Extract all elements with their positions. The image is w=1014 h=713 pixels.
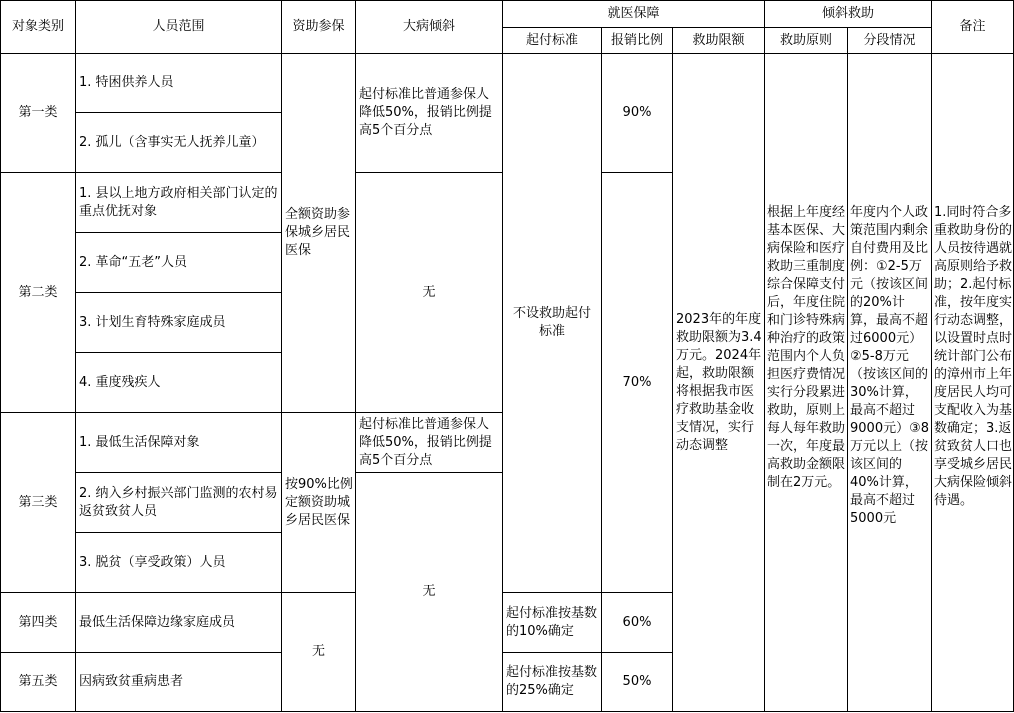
subsidy-full: 全额资助参保城乡居民医保 xyxy=(285,207,351,258)
header-segments: 分段情况 xyxy=(863,32,916,48)
remarks: 1.同时符合多重救助身份的人员按待遇就高原则给予救助；2.起付标准，按年度实行动态调整，以设置时点时统计部门公布的漳州市上年度居民人均可支配收入为基数确定；3.返贫致贫人口也享受城乡居民大病保险倾斜待遇。 xyxy=(934,205,1013,508)
category-2: 第二类 xyxy=(18,284,58,300)
header-deductible: 起付标准 xyxy=(525,32,578,48)
ratio-60: 60% xyxy=(622,614,652,630)
category-3: 第三类 xyxy=(18,494,58,510)
person-row: 最低生活保障边缘家庭成员 xyxy=(79,614,236,630)
person-row: 2. 孤儿（含事实无人抚养儿童） xyxy=(79,134,265,150)
aid-segments: 年度内个人政策范围内剩余自付费用及比例：①2-5万元（按该区间的20%计算，最高不超过6000元）②5-8万元（按该区间的30%计算，最高不超过9000元）③8万元以上（按该区间的40%计算，最高不超过5000元 xyxy=(850,205,930,526)
header-principle: 救助原则 xyxy=(779,32,832,48)
header-limit: 救助限额 xyxy=(692,32,745,48)
person-row: 3. 脱贫（享受政策）人员 xyxy=(79,554,226,570)
aid-principle: 根据上年度经基本医保、大病保险和医疗救助三重制度综合保障支付后，年度住院和门诊特殊病种治疗的政策范围内个人负担医疗费情况实行分段累进救助，原则上每人每年救助一次，年度最高救助金额限制在2万元。 xyxy=(767,205,846,490)
person-row: 1. 特困供养人员 xyxy=(79,75,174,90)
ratio-50: 50% xyxy=(622,674,652,689)
deductible-twentyfive: 起付标准按基数的25%确定 xyxy=(506,665,598,698)
ratio-70: 70% xyxy=(622,374,652,390)
subsidy-none: 无 xyxy=(311,644,325,659)
header-category: 对象类别 xyxy=(11,19,64,34)
category-4: 第四类 xyxy=(18,614,58,630)
person-row: 4. 重度残疾人 xyxy=(79,374,161,390)
major-illness-none-1: 无 xyxy=(422,284,436,300)
ratio-90: 90% xyxy=(622,105,652,120)
person-row: 因病致贫重病患者 xyxy=(79,674,184,689)
person-row: 3. 计划生育特殊家庭成员 xyxy=(79,314,226,330)
person-row: 1. 最低生活保障对象 xyxy=(79,434,200,450)
header-remarks: 备注 xyxy=(959,19,986,34)
header-scope: 人员范围 xyxy=(152,19,205,34)
deductible-none: 不设救助起付标准 xyxy=(512,306,591,339)
category-5: 第五类 xyxy=(18,674,58,689)
person-row: 1. 县以上地方政府相关部门认定的重点优抚对象 xyxy=(79,185,278,219)
header-major-illness: 大病倾斜 xyxy=(402,19,455,34)
person-row: 2. 纳入乡村振兴部门监测的农村易返贫致贫人员 xyxy=(79,485,278,519)
deductible-ten: 起付标准按基数的10%确定 xyxy=(506,605,598,639)
header-medical: 就医保障 xyxy=(607,6,660,21)
major-illness-none-2: 无 xyxy=(422,584,436,599)
person-row: 2. 革命“五老”人员 xyxy=(79,254,188,270)
aid-limit: 2023年的年度救助限额为3.4万元。2024年起，救助限额将根据我市医疗救助基金收支情况，实行动态调整 xyxy=(676,311,762,453)
subsidy-ninety: 按90%比例定额资助城乡居民医保 xyxy=(285,476,353,528)
major-illness-tilt-1: 起付标准比普通参保人降低50%，报销比例提高5个百分点 xyxy=(359,87,492,138)
category-1: 第一类 xyxy=(18,105,58,120)
header-subsidy: 资助参保 xyxy=(292,19,345,34)
major-illness-tilt-2: 起付标准比普通参保人降低50%，报销比例提高5个百分点 xyxy=(359,416,492,468)
header-reimburse-ratio: 报销比例 xyxy=(610,32,663,48)
header-tilt-aid: 倾斜救助 xyxy=(821,6,874,21)
